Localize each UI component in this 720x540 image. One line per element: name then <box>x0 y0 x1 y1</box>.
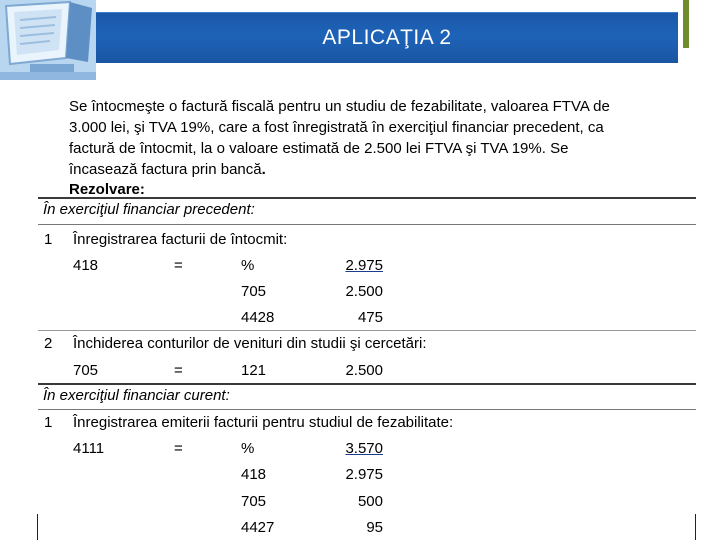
divider-top <box>38 197 696 199</box>
credit-account: 4428 <box>241 309 275 326</box>
amount: 2.975 <box>345 257 383 274</box>
monitor-illustration-icon <box>0 0 96 80</box>
problem-statement <box>69 96 669 180</box>
amount: 2.975 <box>345 466 383 483</box>
amount: 95 <box>366 519 383 536</box>
entry-description: Înregistrarea emiterii facturii pentru studiul de fezabilitate: <box>73 414 454 431</box>
amount: 2.500 <box>345 362 383 379</box>
slide-title: APLICAŢIA 2 <box>322 26 452 49</box>
accent-bar <box>683 0 689 48</box>
problem-line-4-text: încasează factura prin bancă <box>69 161 262 178</box>
entry-number: 1 <box>44 231 53 248</box>
credit-account: % <box>241 257 255 274</box>
slide-header <box>0 0 720 80</box>
problem-line-1: Se întocmeşte o factură fiscală pentru un studiu de fezabilitate, valoarea FTVA de <box>69 98 610 115</box>
credit-account: 121 <box>241 362 267 379</box>
credit-account: 4427 <box>241 519 275 536</box>
section-previous-year-title: În exerciţiul financiar precedent: <box>43 201 255 218</box>
solution-heading: Rezolvare: <box>69 181 145 198</box>
problem-line-2: 3.000 lei, şi TVA 19%, care a fost înregistrată în exerciţiul financiar precedent, ca <box>69 119 604 136</box>
amount: 3.570 <box>345 440 383 457</box>
divider-section1 <box>38 224 696 225</box>
credit-account: 705 <box>241 493 267 510</box>
debit-account: 705 <box>73 362 99 379</box>
debit-account: 4111 <box>73 440 105 457</box>
debit-account: 418 <box>73 257 99 274</box>
divider-section2 <box>38 409 696 410</box>
credit-account: % <box>241 440 255 457</box>
credit-account: 705 <box>241 283 267 300</box>
entry-number: 1 <box>44 414 53 431</box>
divider-entry <box>38 330 696 331</box>
amount: 2.500 <box>345 283 383 300</box>
section-current-year-title: În exerciţiul financiar curent: <box>43 387 230 404</box>
problem-line-4-dot: . <box>261 161 266 178</box>
equals-sign: = <box>174 362 183 379</box>
amount: 475 <box>357 309 383 326</box>
table-border-right <box>695 514 696 540</box>
entry-number: 2 <box>44 335 53 352</box>
amount: 500 <box>357 493 383 510</box>
problem-line-4 <box>69 159 669 180</box>
entry-description: Închiderea conturilor de venituri din studii şi cercetări: <box>73 335 427 352</box>
entry-description: Înregistrarea facturii de întocmit: <box>73 231 288 248</box>
problem-line-3: factură de întocmit, la o valoare estimată de 2.500 lei FTVA şi TVA 19%. Se <box>69 140 569 157</box>
table-border-left <box>37 514 38 540</box>
equals-sign: = <box>174 257 183 274</box>
equals-sign: = <box>174 440 183 457</box>
credit-account: 418 <box>241 466 267 483</box>
divider-section2-top <box>38 383 696 385</box>
